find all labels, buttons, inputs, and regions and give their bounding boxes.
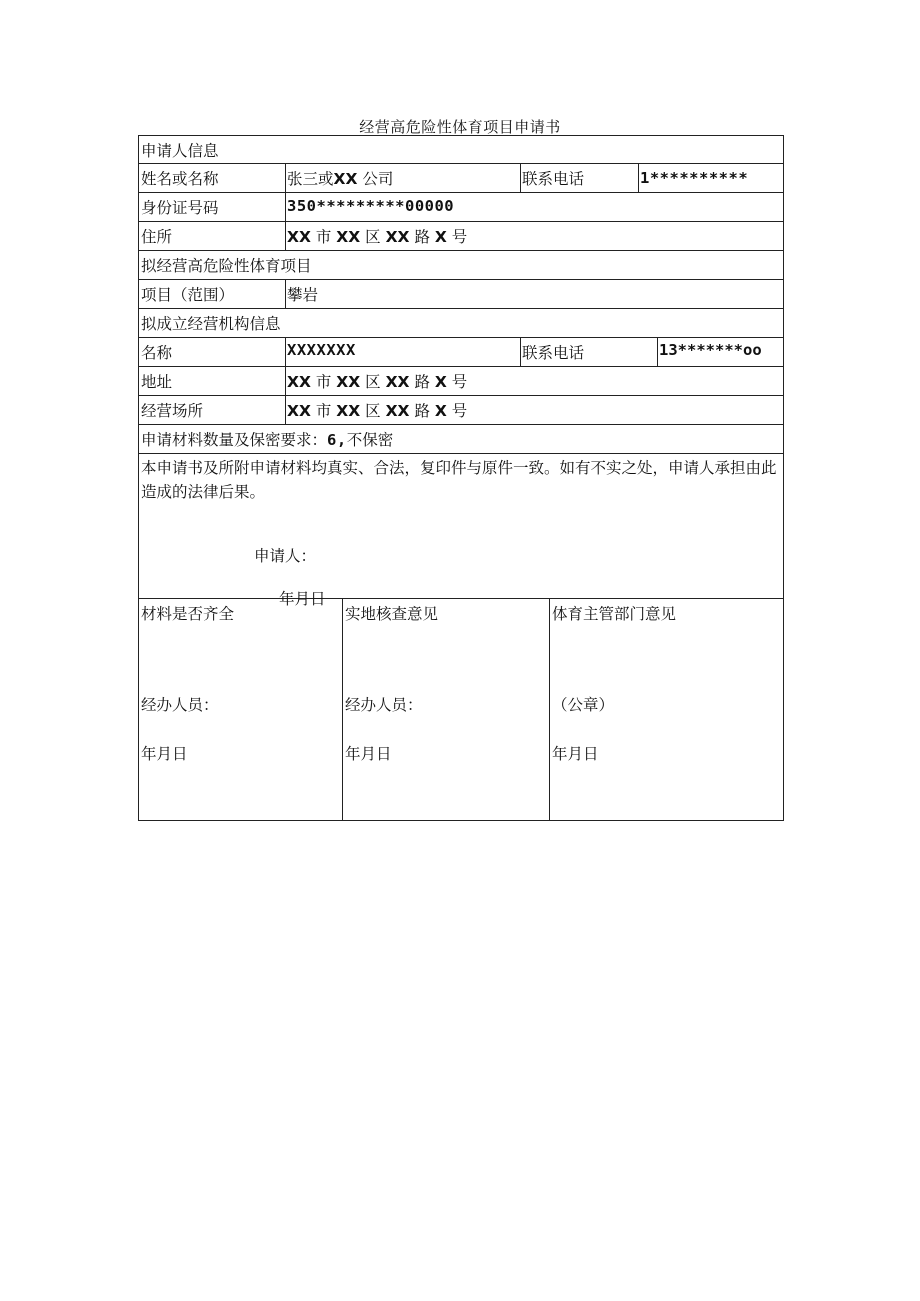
venue-part: 市	[315, 402, 332, 420]
review-block	[138, 599, 784, 821]
addr-part: XX	[287, 373, 311, 391]
institution-name-row	[138, 338, 784, 367]
addr-part: XX	[385, 228, 410, 246]
materials-label: 申请材料数量及保密要求：	[141, 431, 328, 449]
applicant-id-label: 身份证号码	[141, 199, 219, 217]
institution-address-value	[285, 367, 785, 395]
applicant-address-label: 住所	[141, 228, 173, 246]
addr-part: 号	[451, 228, 468, 246]
applicant-name-value	[285, 164, 520, 192]
review-col1-handler: 经办人员：	[141, 696, 219, 714]
section-label: 申请人信息	[141, 142, 219, 160]
venue-part: XX	[385, 402, 410, 420]
section-applicant-header	[138, 135, 784, 164]
name-bold: XX	[333, 170, 358, 188]
addr-part: 区	[365, 373, 381, 391]
section-label: 拟经营高危险性体育项目	[141, 257, 312, 275]
applicant-name-row	[138, 164, 784, 193]
materials-count: 6,	[327, 431, 347, 449]
addr-part: XX	[385, 373, 410, 391]
institution-phone-value: 13*******oo	[659, 341, 762, 359]
institution-name-label: 名称	[141, 344, 173, 362]
addr-part: XX	[287, 228, 311, 246]
addr-part: 区	[365, 228, 381, 246]
declaration-text: 本申请书及所附申请材料均真实、合法，复印件与原件一致。如有不实之处，申请人承担由此造成的法律后果。	[141, 459, 777, 501]
applicant-id-row	[138, 193, 784, 222]
addr-part: 市	[315, 373, 332, 391]
materials-info	[139, 425, 785, 453]
project-scope-value: 攀岩	[287, 286, 319, 304]
section-project-header	[138, 251, 784, 280]
document-title: 经营高危险性体育项目申请书	[359, 118, 561, 136]
addr-part: 市	[315, 228, 332, 246]
review-col2-date: 年月日	[345, 745, 392, 763]
section-institution-header	[138, 309, 784, 338]
institution-venue-value	[285, 396, 785, 424]
institution-venue-label: 经营场所	[141, 402, 204, 420]
addr-part: 号	[451, 373, 468, 391]
institution-name-value: XXXXXXX	[287, 341, 356, 359]
addr-part: 路	[414, 373, 430, 391]
review-col1-date: 年月日	[141, 745, 188, 763]
institution-venue-row	[138, 396, 784, 425]
section-label: 拟成立经营机构信息	[141, 315, 281, 333]
addr-part: XX	[336, 373, 361, 391]
project-scope-row	[138, 280, 784, 309]
declaration-block	[138, 454, 784, 608]
applicant-phone-label: 联系电话	[522, 170, 585, 188]
declaration-date: 年月日	[279, 590, 326, 608]
application-form	[138, 135, 784, 821]
applicant-phone-value: 1**********	[640, 169, 749, 187]
addr-part: X	[434, 228, 447, 246]
venue-part: 号	[451, 402, 468, 420]
project-scope-label: 项目（范围）	[141, 286, 235, 304]
name-prefix: 张三或	[287, 170, 334, 188]
materials-secrecy: 不保密	[346, 431, 394, 449]
review-col3-title: 体育主管部门意见	[552, 605, 677, 623]
institution-address-label: 地址	[141, 373, 173, 391]
applicant-id-value: 350*********00000	[287, 197, 455, 215]
institution-phone-label: 联系电话	[522, 344, 585, 362]
signer-label: 申请人：	[254, 547, 317, 565]
venue-part: 路	[414, 402, 430, 420]
review-col1-title: 材料是否齐全	[141, 605, 235, 623]
review-col3-date: 年月日	[552, 745, 599, 763]
applicant-address-value	[285, 222, 785, 250]
name-suffix: 公司	[362, 170, 394, 188]
applicant-name-label: 姓名或名称	[141, 170, 219, 188]
venue-part: XX	[336, 402, 361, 420]
addr-part: XX	[336, 228, 361, 246]
institution-address-row	[138, 367, 784, 396]
review-col2-title: 实地核查意见	[345, 605, 439, 623]
venue-part: XX	[287, 402, 311, 420]
review-col3-seal: （公章）	[552, 696, 615, 714]
materials-row	[138, 425, 784, 454]
review-col2-handler: 经办人员：	[345, 696, 423, 714]
venue-part: X	[434, 402, 447, 420]
applicant-address-row	[138, 222, 784, 251]
addr-part: 路	[414, 228, 430, 246]
addr-part: X	[434, 373, 447, 391]
venue-part: 区	[365, 402, 381, 420]
